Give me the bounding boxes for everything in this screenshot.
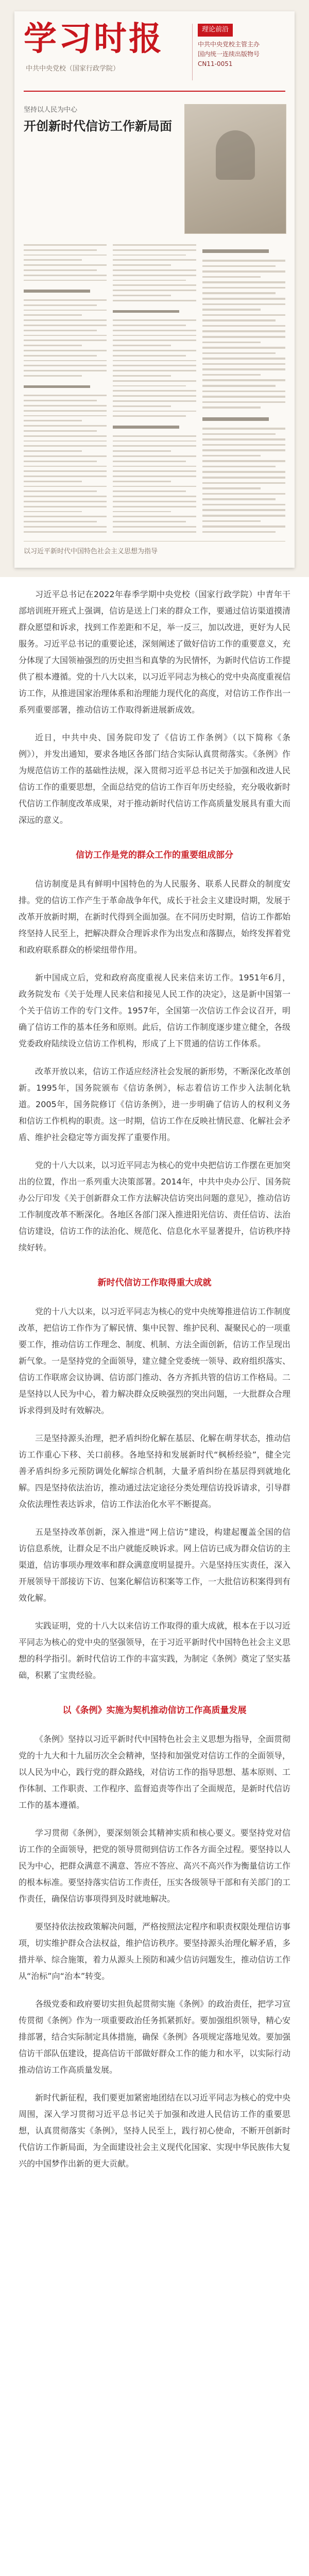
clipping-headline xyxy=(24,104,178,134)
clipping-footer: 以习近平新时代中国特色社会主义思想为指导 xyxy=(24,541,285,555)
paragraph: 近日，中共中央、国务院印发了《信访工作条例》（以下简称《条例》），并发出通知，要求各地区各部门结合实际认真贯彻落实。《条例》作为规范信访工作的基础性法规，深入贯彻习近平总书记关于加强和改进人民信访工作的重要思想，全面总结党的信访工作百年历史经验，充分吸收新时代信访工作制度改革成果，对于推动新时代信访工作高质量发展具有重大而深远的意义。 xyxy=(19,733,291,825)
masthead-logo: 学习时报 xyxy=(24,20,164,58)
paragraph: 五是坚持改革创新，深入推进“网上信访”建设，构建起覆盖全国的信访信息系统，让群众足不出户就能反映诉求。网上信访已成为群众信访的主渠道，信访事项办理效率和群众满意度明显提升。六是坚持压实责任，深入开展领导干部接访下访、包案化解信访积案等工作，一大批信访积案得到有效化解。 xyxy=(19,1527,291,1603)
article-body xyxy=(0,577,309,2172)
section-heading: 新时代信访工作取得重大成就 xyxy=(97,1278,212,1288)
masthead-meta xyxy=(192,24,285,80)
clipping-column xyxy=(24,244,107,533)
paragraph: 新中国成立后，党和政府高度重视人民来信来访工作。1951年6月，政务院发布《关于处理人民来信和接见人民工作的决定》，这是新中国第一个关于信访工作的专门文件。1957年，全国第一次信访工作会议召开，明确了信访工作的基本任务和原则。此后，信访工作制度逐步建立健全，各级党委政府陆续设立信访工作机构，形成了上下贯通的信访工作体系。 xyxy=(19,973,291,1048)
paragraph: 《条例》坚持以习近平新时代中国特色社会主义思想为指导，全面贯彻党的十九大和十九届历次全会精神，坚持和加强党对信访工作的全面领导，以人民为中心，践行党的群众路线，对信访工作的指导思想、基本原则、工作体制、工作职责、工作程序、监督追责等作出了全面规范，是新时代信访工作的基本遵循。 xyxy=(19,1734,291,1810)
section-heading: 信访工作是党的群众工作的重要组成部分 xyxy=(76,850,233,860)
paragraph: 各级党委和政府要切实担负起贯彻实施《条例》的政治责任，把学习宣传贯彻《条例》作为一项重要政治任务抓紧抓好。要加强组织领导，精心安排部署，结合实际制定具体措施，确保《条例》各项规定落地见效。要加强信访干部队伍建设，提高信访干部做好群众工作的能力和水平，以实际行动推动信访工作高质量发展。 xyxy=(19,1999,291,2075)
paragraph: 实践证明，党的十八大以来信访工作取得的重大成就，根本在于以习近平同志为核心的党中央的坚强领导，在于习近平新时代中国特色社会主义思想的科学指引。新时代信访工作的丰富实践，为制定《条例》奠定了坚实基础，积累了宝贵经验。 xyxy=(19,1621,291,1680)
clipping-column xyxy=(113,244,196,533)
paragraph: 党的十八大以来，以习近平同志为核心的党中央把信访工作摆在更加突出的位置，作出一系列重大决策部署。2014年，中共中央办公厅、国务院办公厅印发《关于创新群众工作方法解决信访突出问题的意见》，推动信访工作制度改革不断深化。各地区各部门深入推进阳光信访、责任信访、法治信访建设，信访工作的法治化、规范化、信息化水平显著提升，信访秩序持续好转。 xyxy=(19,1160,291,1252)
masthead-meta-line: 中共中央党校主管主办 xyxy=(198,40,260,48)
clipping-column xyxy=(202,244,285,533)
masthead-meta-line: 国内统一连续出版物号 xyxy=(198,50,260,58)
paragraph: 习近平总书记在2022年春季学期中央党校（国家行政学院）中青年干部培训班开班式上强调，信访是送上门来的群众工作，要通过信访渠道摸清群众愿望和诉求，找到工作差距和不足，举一反三，加以改进，更好为人民服务。习近平总书记的重要论述，深刻阐述了做好信访工作的重要意义，充分体现了大国领袖强烈的历史担当和真挚的为民情怀，为新时代信访工作提供了根本遵循。党的十八大以来，以习近平同志为核心的党中央高度重视信访工作，从推进国家治理体系和治理能力现代化的高度，对信访工作作出一系列重要部署，推动信访工作取得新进展新成效。 xyxy=(19,589,291,715)
section-heading: 以《条例》实施为契机推动信访工作高质量发展 xyxy=(62,1705,247,1716)
paragraph: 新时代新征程，我们要更加紧密地团结在以习近平同志为核心的党中央周围，深入学习贯彻习近平总书记关于加强和改进人民信访工作的重要思想，认真贯彻落实《条例》，坚持人民至上，践行初心使命，不断开创新时代信访工作新局面，为全面建设社会主义现代化国家、实现中华民族伟大复兴的中国梦作出新的更大贡献。 xyxy=(19,2093,291,2168)
newspaper-image xyxy=(0,0,309,577)
paragraph: 党的十八大以来，以习近平同志为核心的党中央统筹推进信访工作制度改革，把信访工作作为了解民情、集中民智、维护民利、凝聚民心的一项重要工作，推动信访工作理念、制度、机制、方法全面创新，信访工作呈现出新气象。一是坚持党的全面领导，建立健全党委统一领导、政府组织落实、信访工作联席会议协调、信访部门推动、各方齐抓共管的信访工作格局。二是坚持以人民为中心，着力解决群众反映强烈的突出问题，一大批群众合理诉求得到及时有效解决。 xyxy=(19,1307,291,1415)
newspaper-page xyxy=(14,11,295,568)
masthead xyxy=(24,19,285,92)
clipping-photo xyxy=(184,104,286,234)
clipping-kicker: 坚持以人民为中心 xyxy=(24,106,78,114)
masthead-subtitle: 中共中央党校（国家行政学院） xyxy=(26,65,120,73)
paragraph: 信访制度是具有鲜明中国特色的为人民服务、联系人民群众的制度安排。党的信访工作产生于革命战争年代，成长于社会主义建设时期，发展于改革开放新时期，在新时代得到全面加强。在不同历史时期，信访工作都始终坚持人民至上，把解决群众合理诉求作为出发点和落脚点，始终发挥着党和政府联系群众的桥梁纽带作用。 xyxy=(19,879,291,955)
paragraph: 三是坚持源头治理，把矛盾纠纷化解在基层、化解在萌芽状态，推动信访工作重心下移、关口前移。各地坚持和发展新时代“枫桥经验”，健全完善矛盾纠纷多元预防调处化解综合机制，大量矛盾纠纷在基层得到就地化解。四是坚持依法治访，推动通过法定途径分类处理信访投诉请求，引导群众依法理性表达诉求，信访工作法治化水平不断提高。 xyxy=(19,1433,291,1509)
paragraph: 要坚持依法按政策解决问题，严格按照法定程序和职责权限处理信访事项，切实维护群众合法权益，维护信访秩序。要坚持源头治理化解矛盾，多措并举、综合施策，着力从源头上预防和减少信访问题发生，推动信访工作从“治标”向“治本”转变。 xyxy=(19,1922,291,1981)
paragraph: 改革开放以来，信访工作适应经济社会发展的新形势，不断深化改革创新。1995年，国务院颁布《信访条例》，标志着信访工作步入法制化轨道。2005年，国务院修订《信访条例》，进一步明确了信访人的权利义务和信访工作机构的职责。这一时期，信访工作在反映社情民意、化解社会矛盾、维护社会稳定等方面发挥了重要作用。 xyxy=(19,1066,291,1142)
masthead-meta-line: CN11-0051 xyxy=(198,60,233,68)
clipping-title: 开创新时代信访工作新局面 xyxy=(24,118,172,133)
clipping-text-columns xyxy=(24,244,285,533)
paragraph: 学习贯彻《条例》，要深刻领会其精神实质和核心要义。要坚持党对信访工作的全面领导，把党的领导贯彻到信访工作各方面全过程。要坚持以人民为中心，把群众满意不满意、答应不答应、高兴不高兴作为衡量信访工作的根本标准。要坚持落实信访工作责任，压实各级领导干部和有关部门的工作责任，确保信访事项得到及时就地解决。 xyxy=(19,1828,291,1904)
edition-badge: 理论前沿 xyxy=(198,24,233,37)
